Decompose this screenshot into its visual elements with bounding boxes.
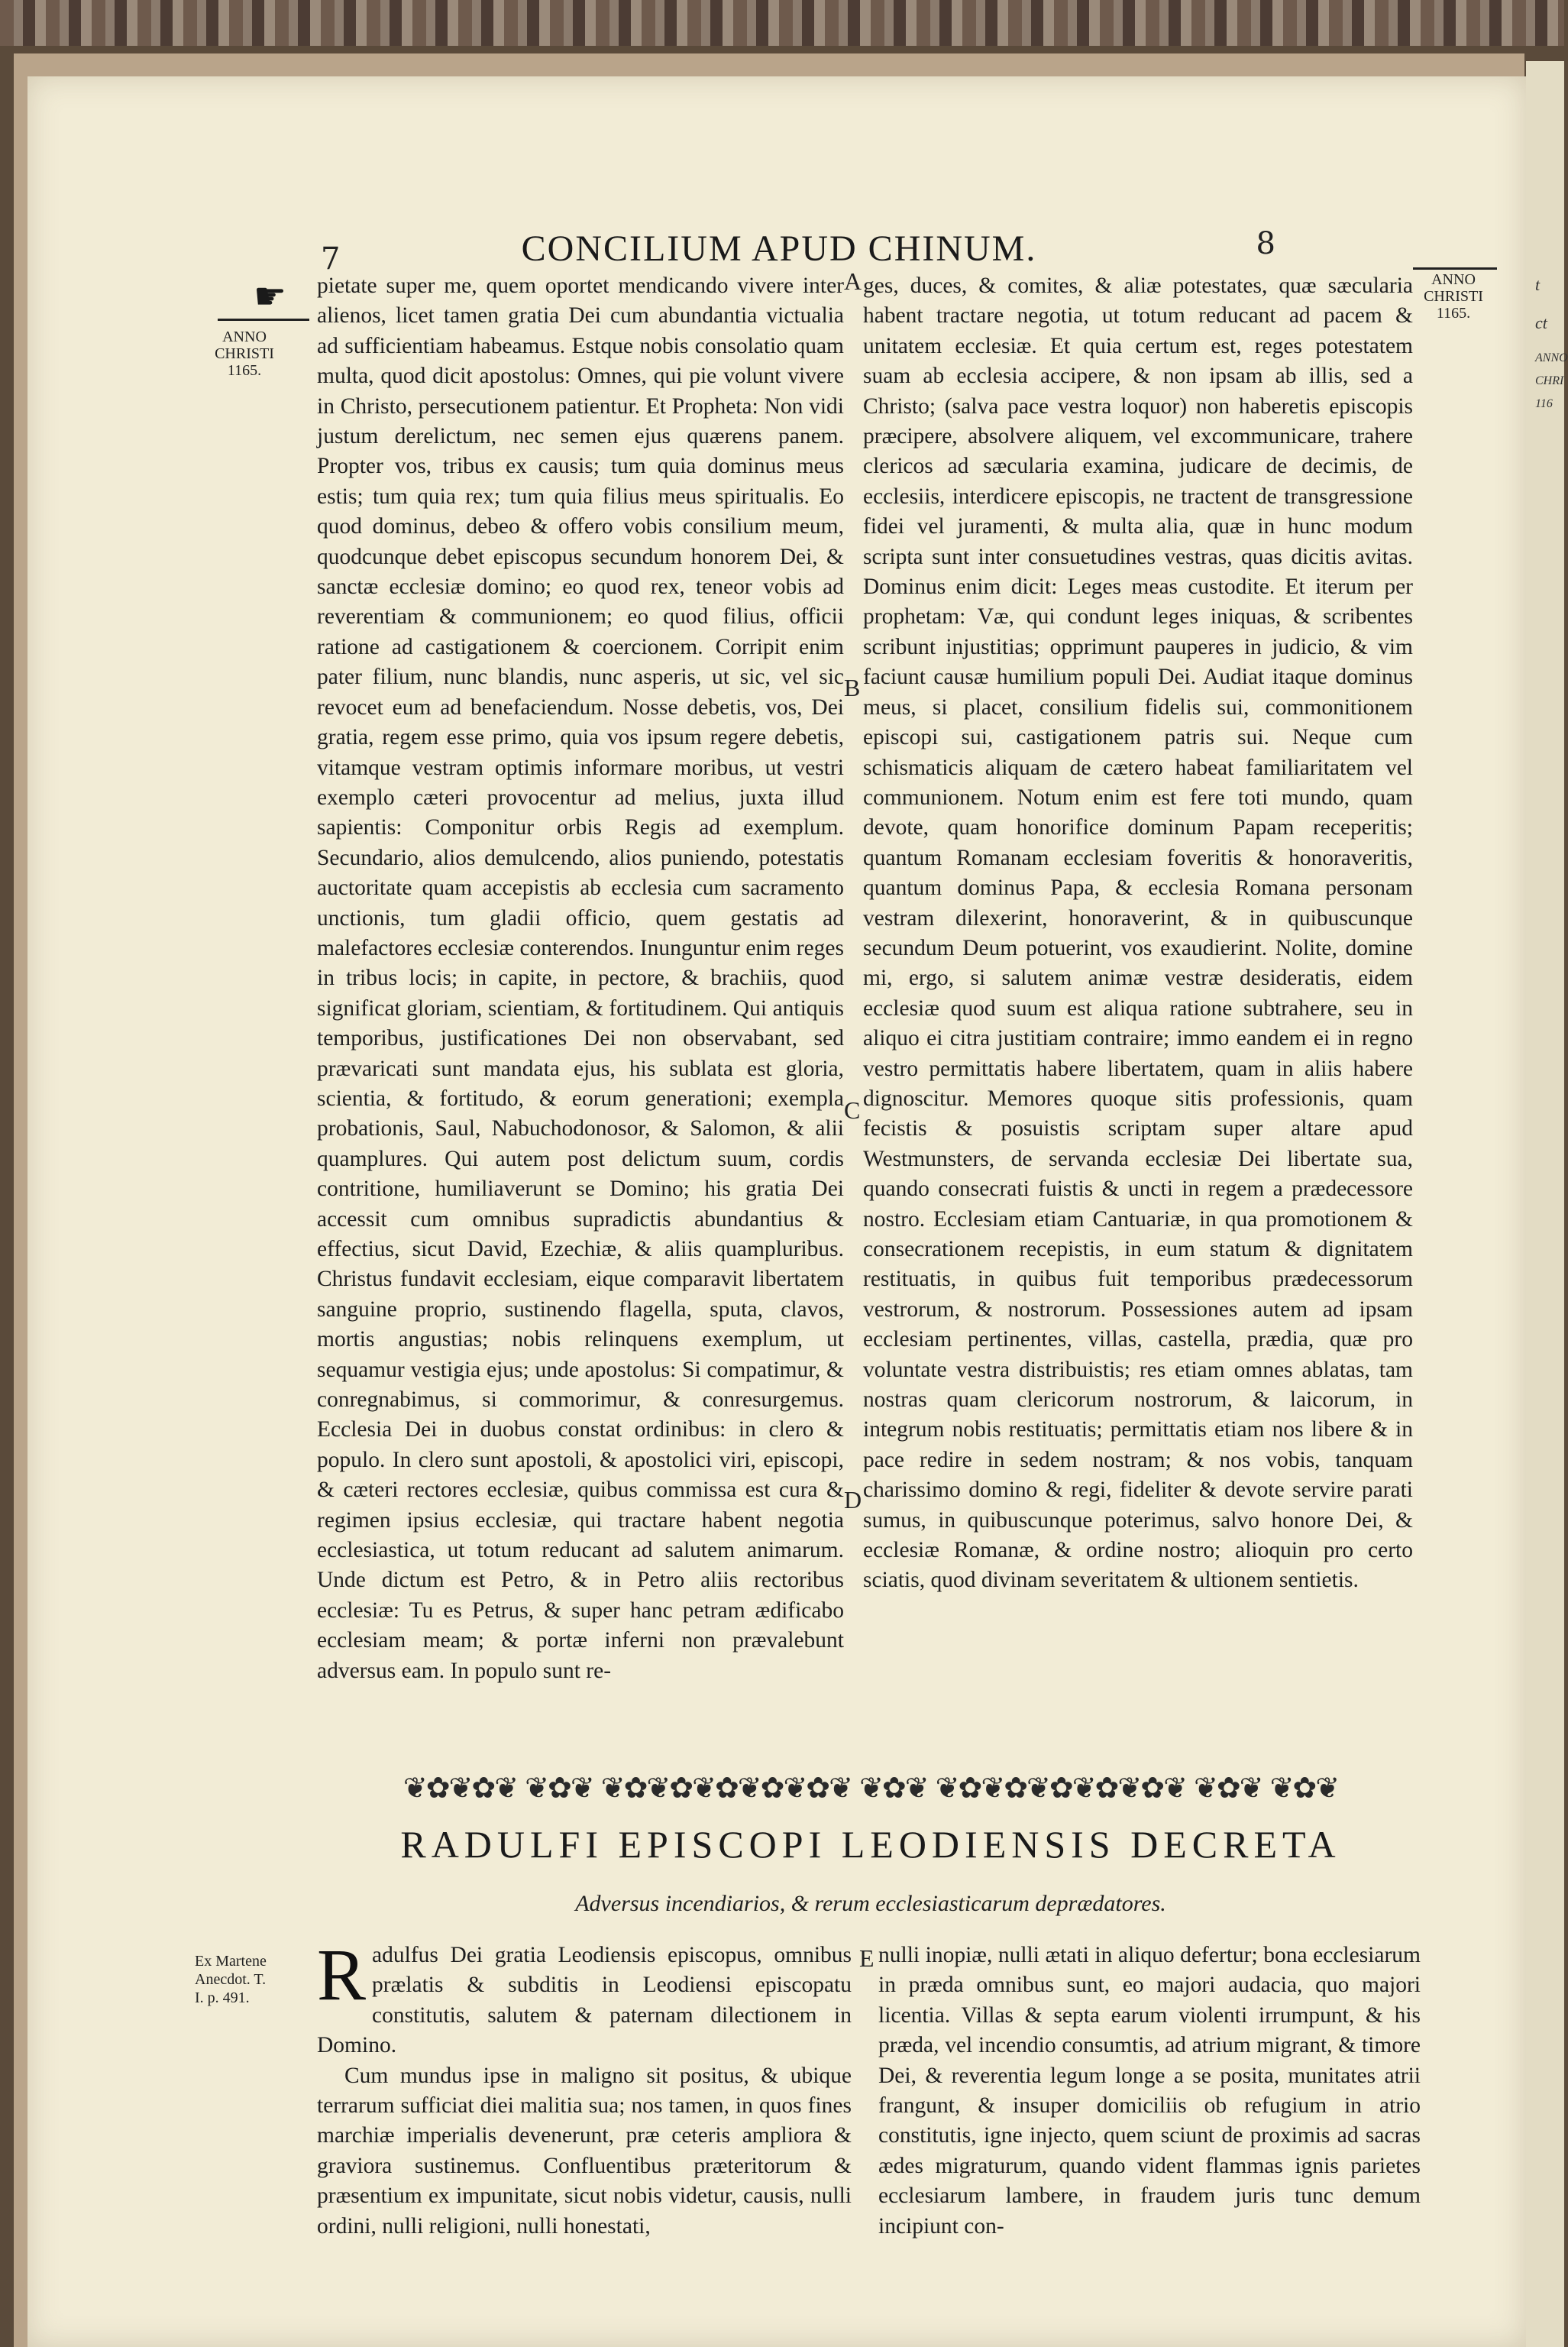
page-number-right: 8 bbox=[1256, 226, 1275, 261]
margin-source-reference: Ex Martene Anecdot. T. I. p. 491. bbox=[195, 1953, 267, 2006]
page-number-left: 7 bbox=[321, 241, 341, 277]
background-carpet bbox=[0, 0, 1564, 46]
drop-cap: R bbox=[317, 1934, 367, 2015]
text-column-left: pietate super me, quem oportet mendicando vivere inter alienos, licet tamen gratia Dei cum abundantia victualia ad sufficientiam habeamus. Estque nobis consolatio quam multa, quod dicit apostolus: Omnes, qui pie volunt vivere in Christo, persecutionem patientur. Et Propheta: Non vidi justum derelictum, nec semen ejus quærens panem. Propter vos, tribus ex causis; tum quia dominus meus estis; tum quia rex; tum quia filius meus spiritualis. Eo quod dominus, debeo & offero vobis consilium meum, quodcunque debet episcopus secundum honorem Dei, & sanctæ ecclesiæ domino; eo quod rex, teneor vobis ad reverentiam & communionem; eo quod filius, officii ratione ad castigationem & coercionem. Corripit enim pater filium, nunc blandis, nunc asperis, ut sic, vel sic revocet eum ad benefaciendum. Nosse debetis, vos, Dei gratia, regem esse primo, quia vos ipsum regere debetis, vitamque vestram optimis informare moribus, ut vestri exemplo cæteri provocentur ad melius, juxta illud sapientis: Componitur orbis Regis ad exemplum. Secundario, alios demulcendo, alios puniendo, potestatis auctoritate quam accepistis ab ecclesia cum sacramento unctionis, tum gladii officio, quem gestatis ad malefactores ecclesiæ conterendos. Inunguntur enim reges in tribus locis; in capite, in pectore, & brachiis, quod significat gloriam, scientiam, & fortitudinem. Qui antiquis temporibus, justificationes Dei non observabant, sed prævaricati sunt mandata ejus, his sublata est gloria, scientia, & fortitudo, & eorum generationi; exempla probationis, Saul, Nabuchodonosor, & Salomon, & alii quamplures. Qui autem post delictum suum, cordis contritione, humiliaverunt se Domino; his gratia Dei accessit cum omnibus supradictis abundantius & effectius, sicut David, Ezechiæ, & aliis quampluribus. Christus fundavit ecclesiam, eique comparavit libertatem sanguine proprio, sustinendo flagella, sputa, clavos, mortis angustias; nobis relinquens exemplum, ut sequamur vestigia ejus; unde apostolus: Si compatimur, & conregnabimus, si commorimur, & conresurgemus. Ecclesia Dei in duobus constat ordinibus: in clero & populo. In clero sunt apostoli, & apostolici viri, episcopi, & cæteri rectores ecclesiæ, quibus commissa est cura & regimen ipsius ecclesiæ, qui tractare habent negotia ecclesiastica, ut totum reducant ad salutem animarum. Unde dictum est Petro, & in Petro aliis rectoribus ecclesiæ: Tu es Petrus, & super hanc petram ædificabo ecclesiam meam; & portæ inferni non prævalebunt adversus eam. In populo sunt re- bbox=[317, 274, 844, 1683]
decree-column-right: nulli inopiæ, nulli ætati in aliquo defertur; bona ecclesiarum in præda omnibus sunt, eo majori audacia, quo majori licentia. Villas & septa earum violenti irrumpunt, & his præda, vel incendio consumtis, ad atrium migrant, & timore Dei, & reverentia legum longe a se posita, munitates atrii frangunt, & insuper domiciliis ob refugium in atrio constitutis, igne injecto, quem sciunt de proximis ad sacras ædes migraturum, quando vident flammas ignis parietes ecclesiarum lambere, in fraudem juris tunc demum incipiunt con- bbox=[878, 1943, 1421, 2239]
page-title: CONCILIUM APUD CHINUM. bbox=[521, 228, 1037, 269]
next-page-fragment: 116 bbox=[1535, 397, 1553, 410]
margin-note-year-left: ANNO CHRISTI 1165. bbox=[215, 329, 274, 379]
pointing-hand-icon: ☛ bbox=[254, 275, 287, 318]
margin-rule-right bbox=[1413, 267, 1497, 270]
decree-paragraph: Cum mundus ipse in maligno sit positus, & ubique terrarum sufficiat diei malitia sua; nos tamen, in quos fines marchiæ imperialis devenerunt, præ ceteris ampliora & graviora sustinemus. Confluentibus præteritorum & præsentium ex impunitate, sicut nobis videtur, causis, nulli ordini, nulli religioni, nulli honestati, bbox=[317, 2063, 852, 2239]
section-letter-e: E bbox=[859, 1944, 875, 1972]
next-page-fragment: CHRI bbox=[1535, 374, 1564, 387]
running-header bbox=[321, 223, 1275, 277]
margin-note-year-right: ANNO CHRISTI 1165. bbox=[1424, 271, 1483, 322]
margin-rule-left bbox=[218, 319, 309, 321]
next-page-fragment: t bbox=[1535, 275, 1541, 294]
decorative-ornament-band: ❦✿❦✿❦ ❦✿❦ ❦✿❦✿❦✿❦✿❦✿❦ ❦✿❦ ❦✿❦✿❦✿❦✿❦✿❦ ❦✿❦ ❦✿❦ bbox=[403, 1771, 1339, 1805]
section-letter-a: A bbox=[844, 267, 862, 295]
section-letter-b: B bbox=[844, 674, 861, 701]
section-title: RADULFI EPISCOPI LEODIENSIS DECRETA bbox=[400, 1823, 1341, 1866]
next-page-fragment: ANNO bbox=[1535, 351, 1568, 364]
adjacent-page-edge bbox=[1526, 61, 1568, 2347]
section-subtitle: Adversus incendiarios, & rerum ecclesiasticarum deprædatores. bbox=[575, 1891, 1166, 1916]
next-page-fragment: ct bbox=[1535, 313, 1547, 332]
section-letter-c: C bbox=[844, 1096, 861, 1124]
decree-salutation: adulfus Dei gratia Leodiensis episcopus, omnibus prælatis & subditis in Leodiensi episcopatu constitutis, salutem & paternam dilectionem in Domino. bbox=[317, 1943, 852, 2058]
section-letter-d: D bbox=[844, 1486, 862, 1513]
decree-column-left bbox=[317, 1934, 852, 2242]
text-column-right: ges, duces, & comites, & aliæ potestates, quæ sæcularia habent tractare negotia, ut totum reducant ad pacem & unitatem ecclesiæ. Et quia certum est, reges potestatem suam ab ecclesia accipere, & non ipsam ab illis, sed a Christo; (salva pace vestra loquor) non haberetis episcopis præcipere, absolvere aliquem, vel excommunicare, trahere clericos ad sæcularia examina, judicare de decimis, de ecclesiis, interdicere episcopis, ne tractent de transgressione fidei vel juramenti, & multa alia, quæ in hunc modum scripta sunt inter consuetudines vestras, quas dicitis avitas. Dominus enim dicit: Leges meas custodite. Et iterum per prophetam: Væ, qui condunt leges iniquas, & scribentes scribunt injustitias; opprimunt pauperes in judicio, & vim faciunt causæ humilium populi Dei. Audiat itaque dominus meus, si placet, consilium fidelis sui, commonitionem episcopi sui, castigationem patris sui. Neque cum schismaticis aliquam de cætero habeat familiaritatem vel communionem. Notum enim est fere toti mundo, quam devote, quam honorifice dominum Papam receperitis; quantum Romanam ecclesiam foveritis & honoraveritis, quantum dominus Papa, & ecclesia Romana personam vestram dilexerint, honoraverint, & in quibuscunque secundum Deum potuerint, vos exaudierint. Nolite, domine mi, ergo, si salutem animæ vestræ desideratis, eidem ecclesiæ quod suum est aliqua ratione subtrahere, seu in aliquo ei citra justitiam contraire; immo eandem ei in regno vestro permittatis habere libertatem, quam in aliis habere dignoscitur. Memores quoque sitis professionis, quam fecistis & posuistis scriptam super altare apud Westmunsters, de servanda ecclesiæ Dei libertate sua, quando consecrati fuistis & uncti in regem a prædecessore nostro. Ecclesiam etiam Cantuariæ, in qua promotionem & consecrationem recepistis, in eum statum & dignitatem restituatis, in quibus fuit temporibus prædecessorum vestrorum, & nostrorum. Possessiones autem ad ipsam ecclesiam pertinentes, villas, castella, prædia, quæ pro voluntate vestra distribuistis; res etiam omnes ablatas, tam nostras quam clericorum nostrorum, & laicorum, in integrum nobis restituatis; permittatis etiam nos libere & in pace redire in sedem nostram; & nos vobis, tanquam charissimo domino & regi, fideliter & devote servire parati sumus, in quibuscunque poterimus, salvo honore Dei, & ecclesiæ Romanæ, & ordine nostro; alioquin pro certo sciatis, quod divinam severitatem & ultionem sentietis. bbox=[863, 274, 1413, 1593]
